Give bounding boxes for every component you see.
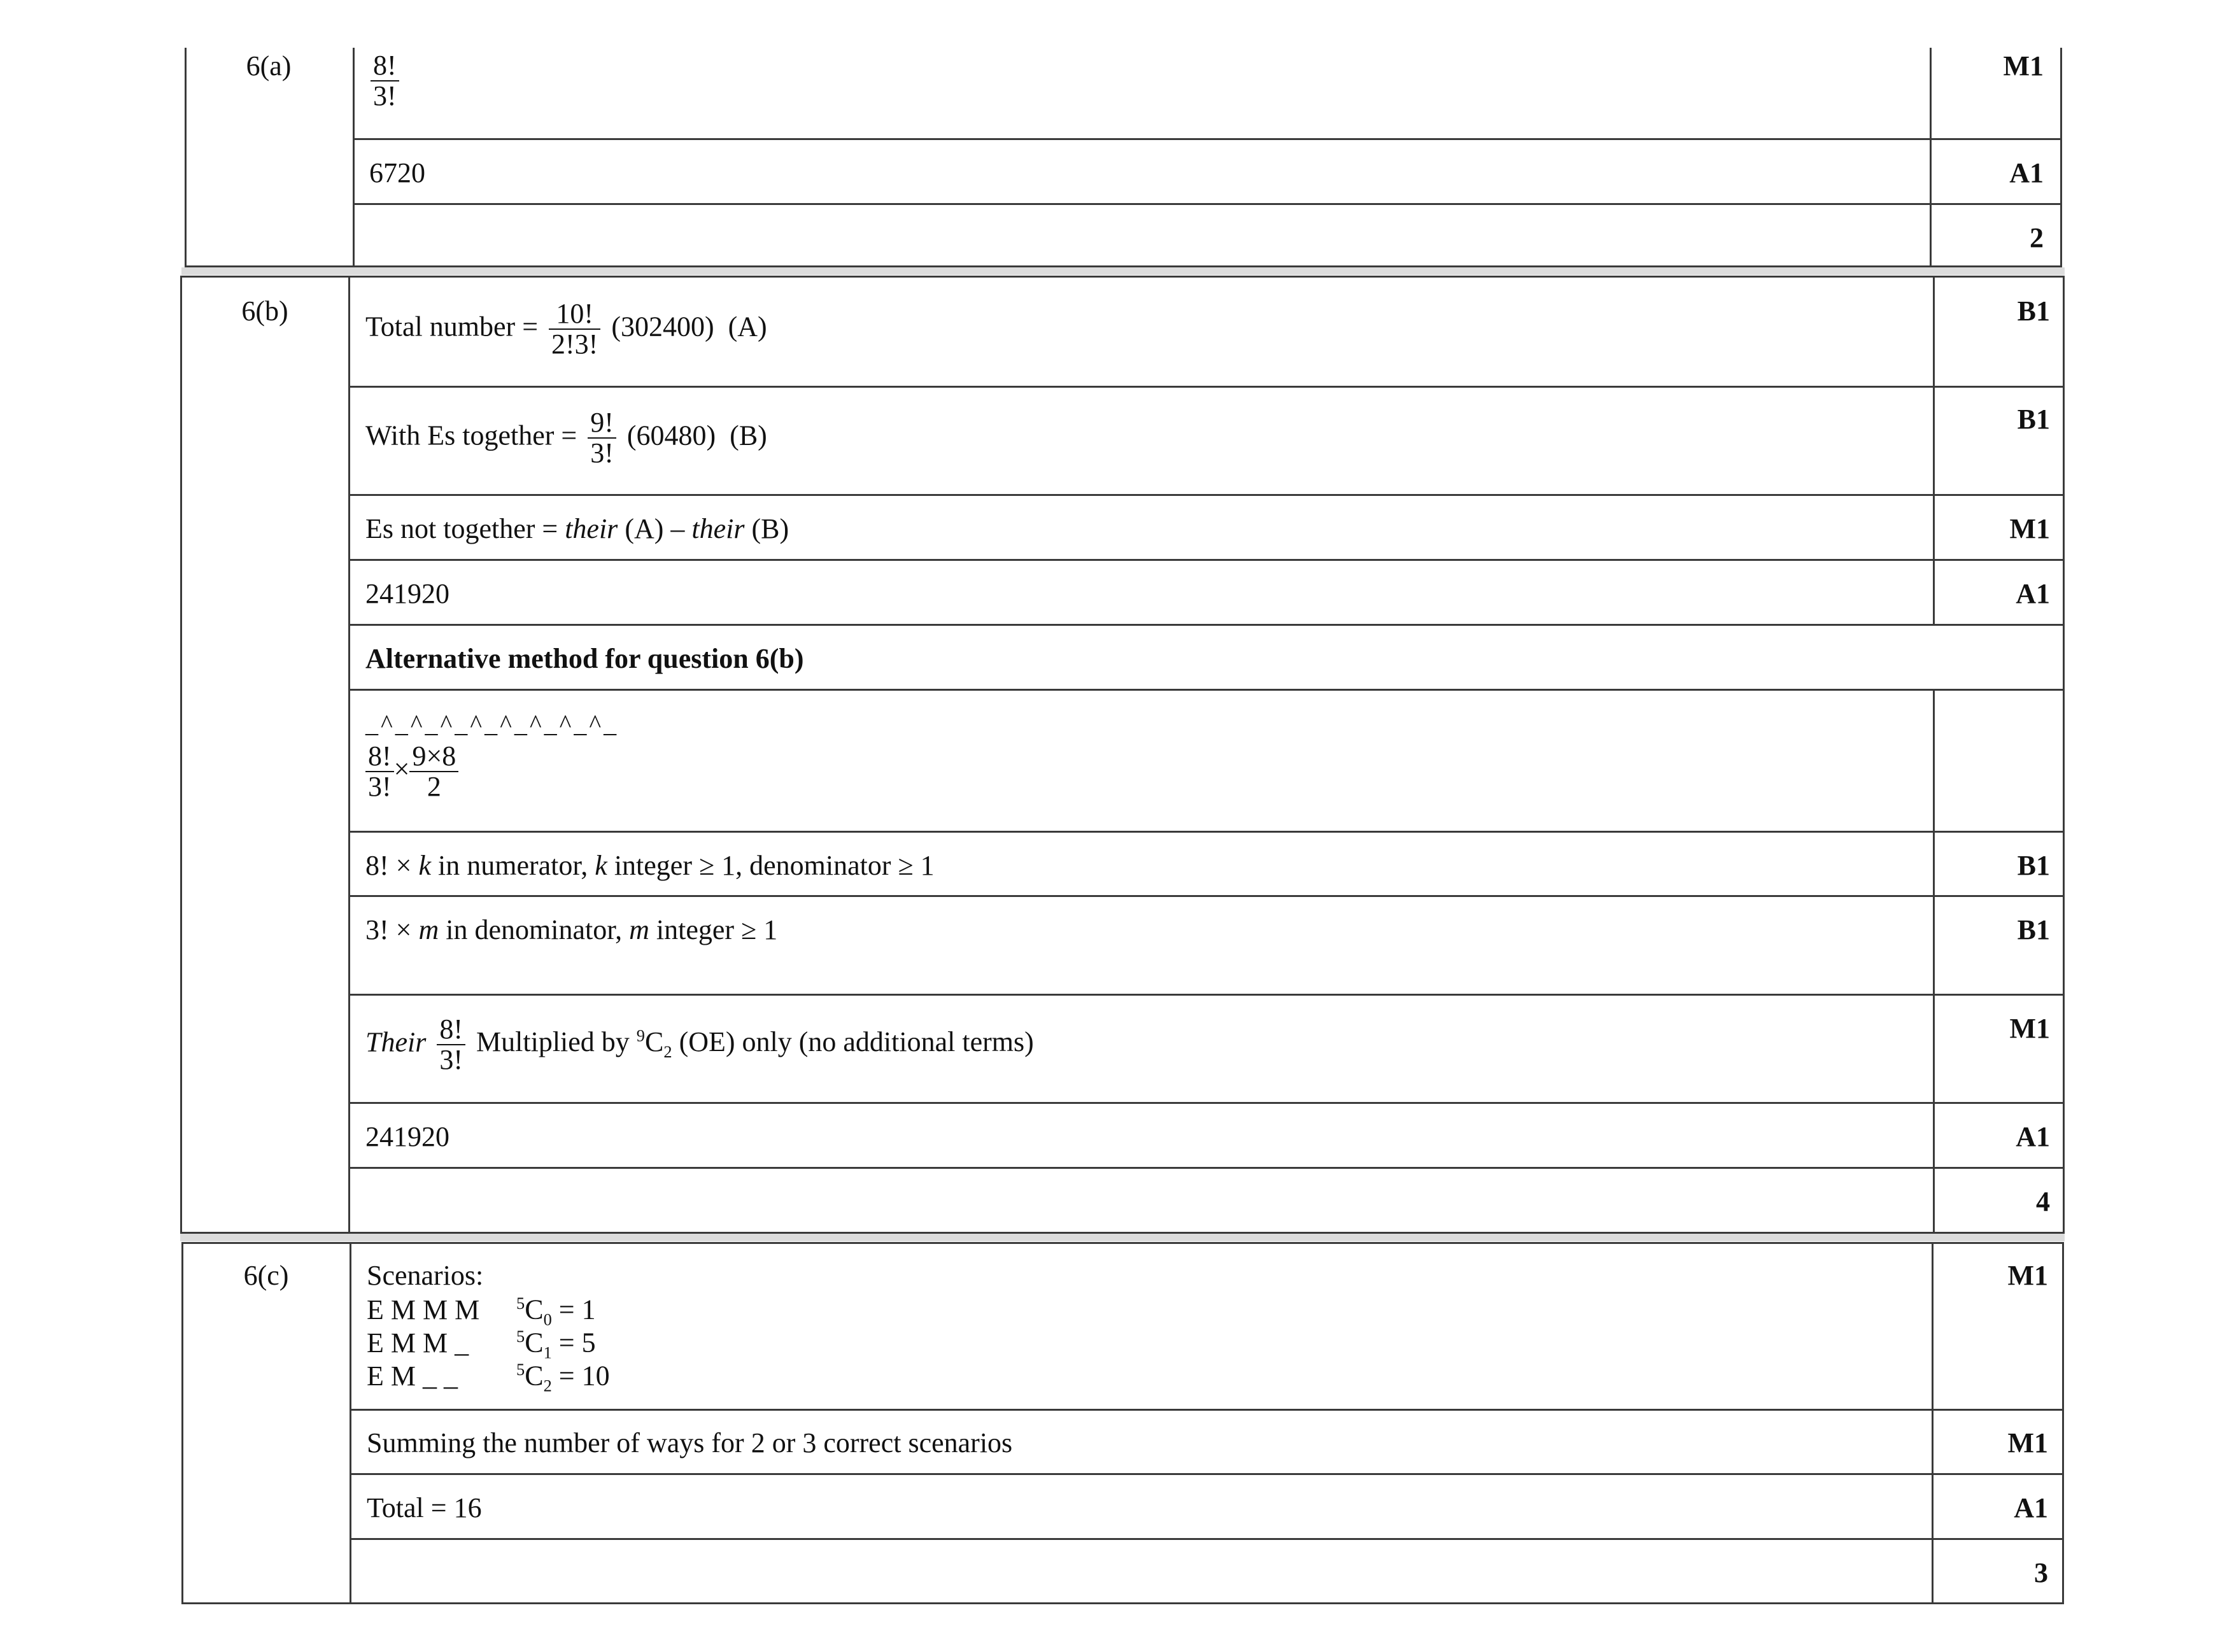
row-text: With Es together = <box>365 420 577 451</box>
row-text-italic: Their <box>365 1026 427 1058</box>
multiplied-row <box>365 1015 1034 1075</box>
question-label-6b: 6(b) <box>241 295 288 327</box>
scenario-value: = 10 <box>551 1360 610 1392</box>
alternative-calculation <box>365 742 458 801</box>
row-text-italic: m <box>629 914 649 945</box>
mark-b1: B1 <box>2017 295 2050 327</box>
scenario-item: E M _ _ $^5C_2 = 10$ <box>367 1360 610 1395</box>
row-text: Es not together = <box>365 513 565 544</box>
mark-a1: A1 <box>2009 157 2044 188</box>
answer-6720: 6720 <box>369 157 425 188</box>
mark-a1: A1 <box>2016 578 2050 609</box>
answer-241920: 241920 <box>365 1121 449 1152</box>
summing-row: Summing the number of ways for 2 or 3 correct scenarios <box>367 1427 1013 1458</box>
scenario-letters: E M M _ <box>367 1327 469 1359</box>
es-not-together-row <box>365 514 789 544</box>
row-text-italic: k <box>595 850 607 881</box>
mark-m1: M1 <box>2007 1260 2048 1291</box>
section-separator <box>181 267 2065 275</box>
subscript: 2 <box>543 1376 552 1395</box>
question-label-6c: 6(c) <box>243 1260 289 1291</box>
fraction-8-over-3 <box>371 51 399 111</box>
superscript: 9 <box>636 1026 645 1045</box>
mark-m1: M1 <box>2007 1427 2048 1458</box>
row-text-italic: m <box>418 914 439 945</box>
row-text: integer ≥ 1, denominator ≥ 1 <box>607 850 935 881</box>
subscript: 2 <box>663 1042 672 1062</box>
mark-m1: M1 <box>2009 513 2050 544</box>
fraction-denominator: 3! <box>373 80 397 112</box>
scenario-item: E M M _ $^5C_1 = 5$ <box>367 1327 596 1362</box>
row-text: (A) – <box>618 513 692 544</box>
denominator-criterion-row <box>365 915 777 945</box>
total-marks-6a: 2 <box>2030 222 2044 253</box>
fraction-numerator: 9×8 <box>409 742 458 772</box>
scenario-letters: E M _ _ <box>367 1360 458 1392</box>
mark-a1: A1 <box>2016 1121 2050 1152</box>
scenario-item: E M M M $^5C_0 = 1$ <box>367 1294 596 1329</box>
total-number-row <box>365 299 767 359</box>
superscript: 5 <box>516 1327 525 1346</box>
row-text: Multiplied by <box>476 1026 637 1058</box>
subscript: 1 <box>543 1343 552 1362</box>
row-text-italic: their <box>565 513 618 544</box>
row-text: C <box>645 1026 664 1058</box>
row-text: 3! × <box>365 914 419 945</box>
section-separator <box>180 1234 2065 1241</box>
row-text: Total number = <box>365 311 539 342</box>
total-marks-6b: 4 <box>2036 1186 2050 1217</box>
es-together-row <box>365 408 767 468</box>
scenario-value: = 1 <box>551 1294 596 1325</box>
scenarios-title: Scenarios: <box>367 1260 484 1291</box>
superscript: 5 <box>516 1360 525 1379</box>
subscript: 0 <box>543 1310 552 1329</box>
mark-b1: B1 <box>2017 914 2050 945</box>
mark-a1: A1 <box>2014 1492 2048 1523</box>
row-text: (OE) only (no additional terms) <box>672 1026 1034 1058</box>
fraction-denominator: 3! <box>590 437 614 469</box>
row-text: integer ≥ 1 <box>649 914 778 945</box>
row-text-italic: k <box>418 850 431 881</box>
mark-m1: M1 <box>2009 1013 2050 1044</box>
fraction-denominator: 3! <box>439 1044 463 1076</box>
fraction-numerator: 8! <box>437 1015 465 1045</box>
row-text: (302400) (A) <box>611 311 767 342</box>
row-text: in denominator, <box>439 914 630 945</box>
row-text: (B) <box>744 513 789 544</box>
answer-241920: 241920 <box>365 578 449 609</box>
alternative-method-heading: Alternative method for question 6(b) <box>365 643 804 674</box>
mark-m1: M1 <box>2003 50 2044 81</box>
fraction-numerator: 9! <box>588 408 616 439</box>
numerator-criterion-row <box>365 851 935 881</box>
scenario-value: = 5 <box>551 1327 596 1359</box>
superscript: 5 <box>516 1294 525 1313</box>
question-label-6a: 6(a) <box>246 50 292 81</box>
times-sign: × <box>393 753 410 785</box>
row-text: in numerator, <box>431 850 595 881</box>
fraction-denominator: 2!3! <box>551 328 598 360</box>
total-row: Total = 16 <box>367 1492 482 1523</box>
arrangement-pattern: _^_^_^_^_^_^_^_^_ <box>365 709 619 738</box>
scenario-letters: E M M M <box>367 1294 480 1325</box>
fraction-denominator: 3! <box>368 771 392 803</box>
fraction-numerator: 8! <box>365 742 394 772</box>
total-marks-6c: 3 <box>2034 1557 2048 1588</box>
fraction-numerator: 10! <box>549 299 600 330</box>
fraction-denominator: 2 <box>427 771 441 803</box>
row-text: (60480) (B) <box>626 420 767 451</box>
mark-b1: B1 <box>2017 850 2050 881</box>
row-text: 8! × <box>365 850 419 881</box>
fraction-numerator: 8! <box>371 51 399 81</box>
mark-b1: B1 <box>2017 404 2050 435</box>
row-text-italic: their <box>691 513 745 544</box>
